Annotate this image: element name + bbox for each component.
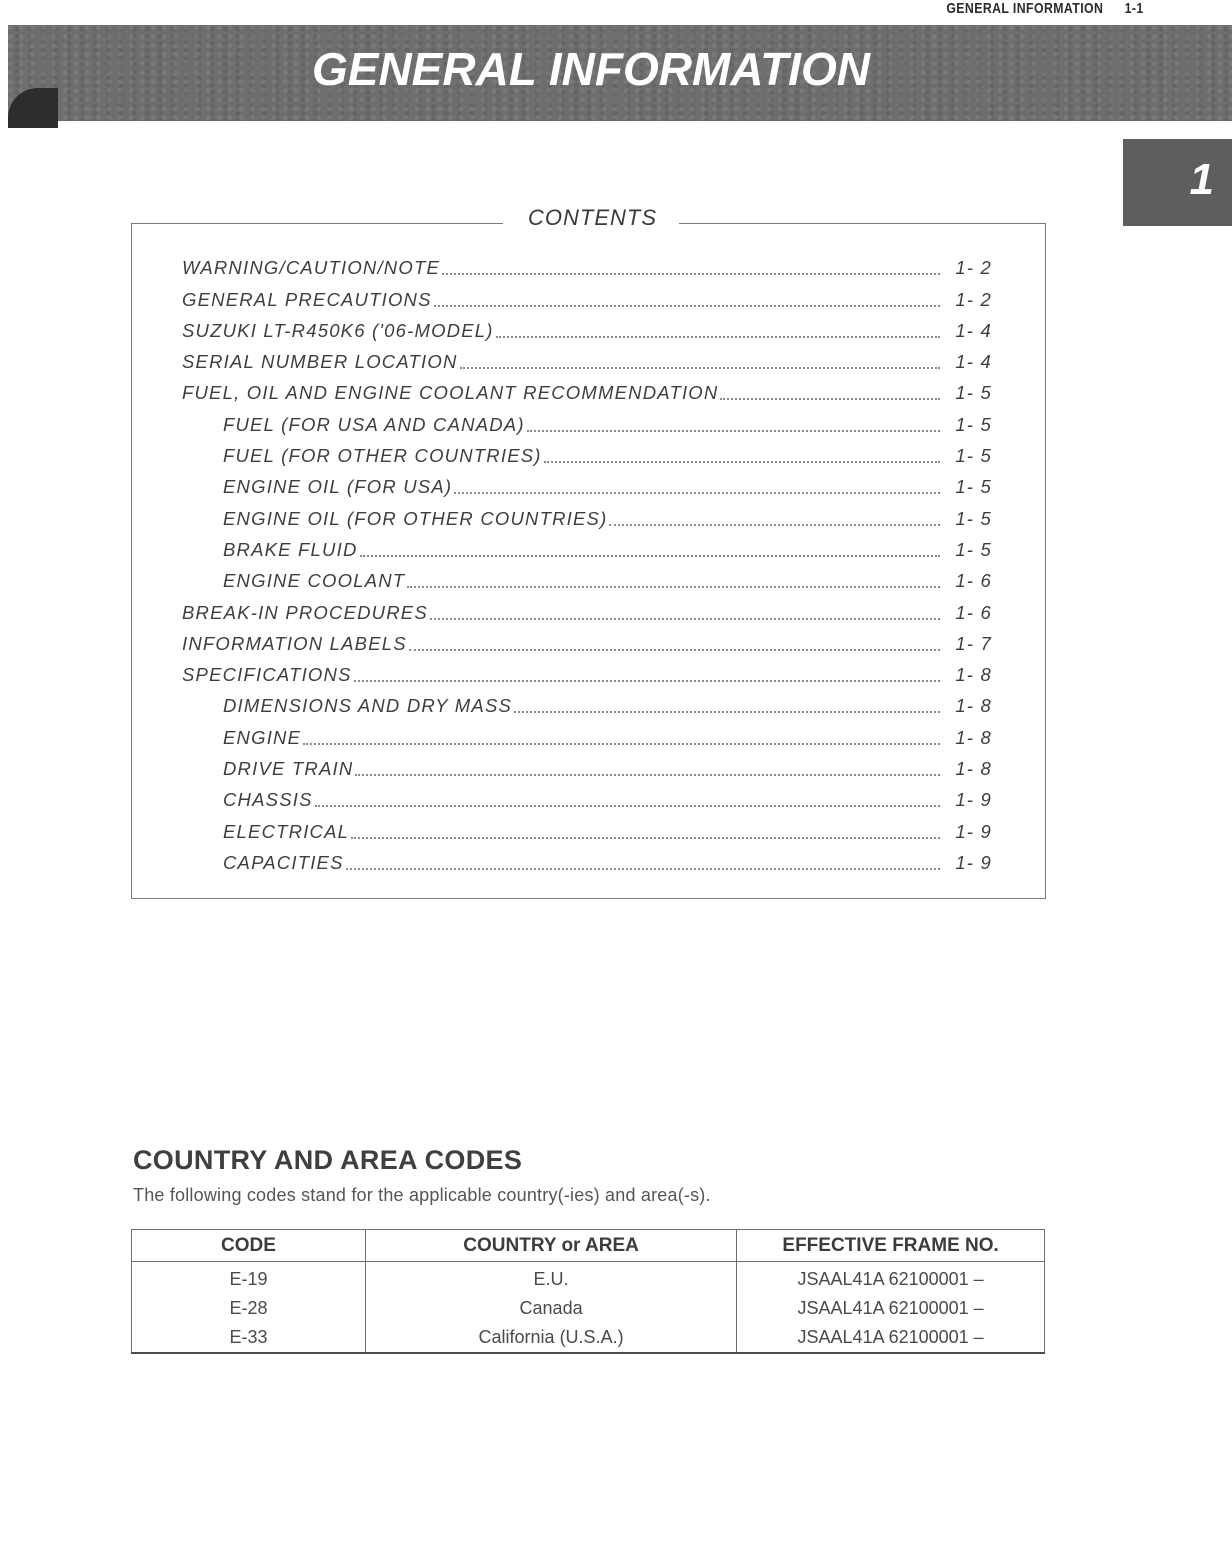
- contents-entry-title: BRAKE FLUID: [223, 538, 358, 560]
- contents-entry-page: 1- 4: [955, 351, 992, 373]
- contents-entry-title: ENGINE OIL (FOR OTHER COUNTRIES): [223, 507, 608, 529]
- contents-entry: [182, 749, 992, 780]
- contents-entry-page: 1- 6: [955, 601, 992, 623]
- contents-entry-title: BREAK-IN PROCEDURES: [182, 601, 428, 623]
- table-row: [132, 1294, 1045, 1323]
- area-cell: California (U.S.A.): [365, 1323, 736, 1353]
- dot-leader: [346, 867, 940, 870]
- chapter-number: 1: [1189, 155, 1214, 204]
- contents-entry-page: 1- 4: [955, 319, 992, 341]
- contents-entry-title: DIMENSIONS AND DRY MASS: [223, 695, 513, 717]
- contents-entry: [182, 624, 992, 655]
- contents-entry-page: 1- 2: [955, 257, 992, 279]
- contents-entry-page: 1- 9: [955, 820, 992, 842]
- contents-entry-title: SUZUKI LT-R450K6 ('06-MODEL): [182, 319, 494, 341]
- contents-entry-page: 1- 8: [955, 664, 992, 686]
- code-cell: E-33: [132, 1323, 366, 1353]
- contents-entry: [182, 436, 992, 467]
- contents-entry-title: ENGINE COOLANT: [223, 570, 406, 592]
- dot-leader: [460, 366, 940, 369]
- contents-entry: [182, 655, 992, 686]
- chapter-title: GENERAL INFORMATION: [312, 43, 870, 95]
- dot-leader: [407, 585, 940, 588]
- contents-entry-title: DRIVE TRAIN: [223, 758, 354, 780]
- dot-leader: [351, 836, 940, 839]
- contents-entry: [182, 342, 992, 373]
- dot-leader: [409, 648, 940, 651]
- dot-leader: [514, 710, 940, 713]
- contents-entry-title: WARNING/CAUTION/NOTE: [182, 257, 440, 279]
- dot-leader: [454, 491, 940, 494]
- table-row: [132, 1262, 1045, 1295]
- contents-entry: [182, 717, 992, 748]
- contents-entry-page: 1- 5: [955, 413, 992, 435]
- contents-entry: [182, 373, 992, 404]
- contents-entry-title: FUEL (FOR USA AND CANADA): [223, 413, 525, 435]
- table-row: [132, 1323, 1045, 1353]
- section-heading: COUNTRY AND AREA CODES: [133, 1145, 523, 1175]
- contents-entry: [182, 592, 992, 623]
- contents-entry: [182, 843, 992, 874]
- dot-leader: [315, 804, 940, 807]
- contents-entry-page: 1- 6: [955, 570, 992, 592]
- contents-entry: [182, 780, 992, 811]
- running-head: [947, 0, 1144, 18]
- running-head-title: GENERAL INFORMATION: [946, 0, 1104, 17]
- contents-entry: [182, 248, 992, 279]
- contents-heading: CONTENTS: [528, 205, 657, 230]
- contents-entry-title: CAPACITIES: [223, 851, 344, 873]
- contents-entry: [182, 404, 992, 435]
- contents-entry: [182, 467, 992, 498]
- contents-entry-page: 1- 5: [955, 538, 992, 560]
- contents-entry-title: INFORMATION LABELS: [182, 632, 407, 654]
- dot-leader: [544, 460, 940, 463]
- frame-cell: JSAAL41A 62100001 –: [737, 1262, 1045, 1295]
- contents-entry-title: GENERAL PRECAUTIONS: [182, 288, 432, 310]
- dot-leader: [430, 617, 940, 620]
- contents-entry-title: ELECTRICAL: [223, 820, 350, 842]
- dot-leader: [442, 272, 940, 275]
- dot-leader: [434, 304, 940, 307]
- frame-cell: JSAAL41A 62100001 –: [737, 1294, 1045, 1323]
- dot-leader: [354, 679, 940, 682]
- contents-entry-page: 1- 7: [955, 632, 992, 654]
- dot-leader: [609, 523, 940, 526]
- contents-entry-page: 1- 2: [955, 288, 992, 310]
- contents-entry-title: FUEL, OIL AND ENGINE COOLANT RECOMMENDATION: [182, 382, 719, 404]
- contents-entry-title: SPECIFICATIONS: [182, 664, 352, 686]
- contents-entry: [182, 311, 992, 342]
- contents-entry-page: 1- 5: [955, 507, 992, 529]
- contents-entry-page: 1- 9: [955, 789, 992, 811]
- contents-entry: [182, 686, 992, 717]
- dot-leader: [527, 429, 940, 432]
- area-cell: E.U.: [365, 1262, 736, 1295]
- frame-cell: JSAAL41A 62100001 –: [737, 1323, 1045, 1353]
- table-header-row: [132, 1230, 1045, 1262]
- code-cell: E-19: [132, 1262, 366, 1295]
- dot-leader: [355, 773, 940, 776]
- contents-entry-title: FUEL (FOR OTHER COUNTRIES): [223, 445, 542, 467]
- contents-entry: [182, 530, 992, 561]
- contents-entry-page: 1- 5: [955, 382, 992, 404]
- dot-leader: [303, 742, 940, 745]
- contents-entry-page: 1- 8: [955, 695, 992, 717]
- column-header-code: CODE: [132, 1230, 366, 1262]
- code-cell: E-28: [132, 1294, 366, 1323]
- contents-entry-page: 1- 5: [955, 445, 992, 467]
- column-header-frame: EFFECTIVE FRAME NO.: [737, 1230, 1045, 1262]
- contents-entry-page: 1- 5: [955, 476, 992, 498]
- column-header-area: COUNTRY or AREA: [365, 1230, 736, 1262]
- contents-entry-page: 1- 8: [955, 726, 992, 748]
- contents-entry-title: SERIAL NUMBER LOCATION: [182, 351, 458, 373]
- contents-entry-page: 1- 9: [955, 851, 992, 873]
- contents-entry-page: 1- 8: [955, 758, 992, 780]
- chapter-thumb-tab: [1123, 139, 1232, 226]
- contents-entry: [182, 561, 992, 592]
- section-intro: The following codes stand for the applicable country(-ies) and area(-s).: [133, 1185, 711, 1205]
- contents-entry-title: ENGINE OIL (FOR USA): [223, 476, 453, 498]
- page-number: 1-1: [1124, 0, 1144, 17]
- contents-entry: [182, 811, 992, 842]
- contents-entry: [182, 498, 992, 529]
- area-cell: Canada: [365, 1294, 736, 1323]
- dot-leader: [720, 397, 940, 400]
- contents-entry-title: ENGINE: [223, 726, 302, 748]
- contents-entry-title: CHASSIS: [223, 789, 313, 811]
- contents-entry: [182, 279, 992, 310]
- contents-list: [182, 248, 992, 874]
- country-codes-table: [131, 1229, 1045, 1354]
- dot-leader: [360, 554, 940, 557]
- dot-leader: [496, 335, 940, 338]
